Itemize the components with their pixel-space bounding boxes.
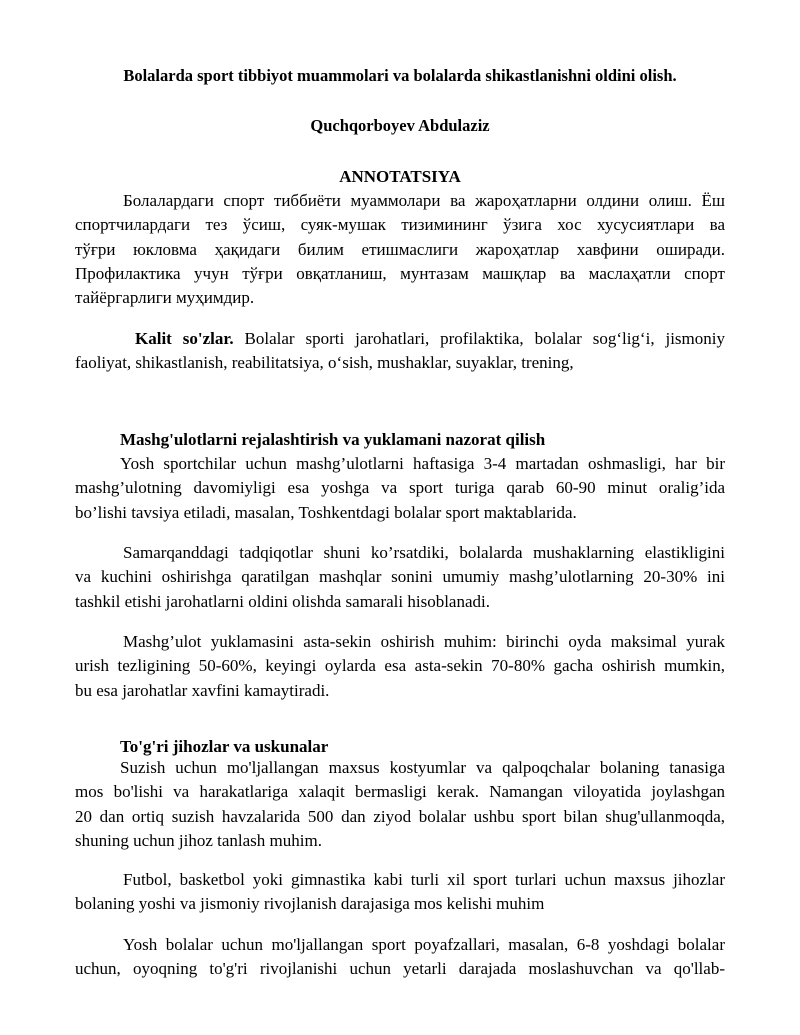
- paragraph-line: спортчилардаги тез ўсиш, суяк-мушак тизимининг ўзига хос хусусиятлари ва: [75, 215, 725, 235]
- paragraph: [75, 541, 725, 614]
- paragraph-line: Yosh sportchilar uchun mashg’ulotlarni haftasiga 3-4 martadan oshmasligi, har bir: [120, 454, 725, 473]
- paragraph-line: Suzish uchun mo'ljallangan maxsus kostyumlar va qalpoqchalar bolaning tanasiga: [120, 758, 725, 777]
- paragraph-line: faoliyat, shikastlanish, reabilitatsiya, o‘sish, mushaklar, suyaklar, trening,: [75, 353, 574, 373]
- author-name: Quchqorboyev Abdulaziz: [310, 116, 490, 135]
- paragraph: [75, 756, 725, 853]
- paragraph-line: 20 dan ortiq suzish havzalarida 500 dan ziyod bolalar ushbu sport bilan shug'ullanmoqda,: [75, 806, 725, 826]
- paragraph-line: Samarqanddagi tadqiqotlar shuni ko’rsatdiki, bolalarda mushaklarning elastikligini: [123, 543, 725, 562]
- section-heading-equipment: To'g'ri jihozlar va uskunalar: [120, 737, 329, 756]
- paragraph-line: Болалардаги спорт тиббиёти муаммолари ва жароҳатларни олдини олиш. Ёш: [123, 191, 725, 210]
- paragraph-line: [75, 327, 725, 351]
- paragraph-line: urish tezligining 50-60%, keyingi oylarda esa asta-sekin 70-80% gacha oshirish mumkin,: [75, 656, 725, 676]
- paragraph: [75, 452, 725, 525]
- paragraph: [75, 630, 725, 703]
- annotation-heading: ANNOTATSIYA: [339, 167, 461, 186]
- annotation-paragraph: [75, 189, 725, 310]
- paragraph-line: va kuchini oshirishga qaratilgan mashqlar sonini umumiy mashg’ulotlarning 20-30% ini: [75, 567, 725, 587]
- paragraph-line: Профилактика учун тўғри овқатланиш, мунтазам машқлар ва маслаҳатли спорт: [75, 263, 725, 283]
- keywords-label: Kalit so'zlar.: [135, 329, 234, 348]
- paragraph-line: Mashg’ulot yuklamasini asta-sekin oshirish muhim: birinchi oyda maksimal yurak: [123, 632, 725, 651]
- section-heading-training: Mashg'ulotlarni rejalashtirish va yuklamani nazorat qilish: [120, 430, 546, 449]
- paragraph: [75, 933, 725, 982]
- paragraph-line: Futbol, basketbol yoki gimnastika kabi turli xil sport turlari uchun maxsus jihozlar: [123, 870, 725, 889]
- paragraph-line: тайёргарлиги муҳимдир.: [75, 288, 255, 308]
- paragraph-line: tashkil etishi jarohatlarni oldini olishda samarali hisoblanadi.: [75, 591, 490, 611]
- keywords-paragraph: [75, 327, 725, 376]
- paragraph-line: uchun, oyoqning to'g'ri rivojlanishi uchun yetarli darajada moslashuvchan va qo'llab-: [75, 959, 725, 979]
- paragraph-line: bolaning yoshi va jismoniy rivojlanish darajasiga mos kelishi muhim: [75, 894, 545, 914]
- paragraph-line: bu esa jarohatlar xavfini kamaytiradi.: [75, 680, 330, 700]
- document-title: Bolalarda sport tibbiyot muammolari va bolalarda shikastlanishni oldini olish.: [123, 66, 677, 85]
- paragraph-line: Yosh bolalar uchun mo'ljallangan sport poyafzallari, masalan, 6-8 yoshdagi bolalar: [123, 935, 725, 954]
- paragraph-line: shuning uchun jihoz tanlash muhim.: [75, 830, 322, 850]
- keywords-text: Bolalar sporti jarohatlari, profilaktika, bolalar sog‘lig‘i, jismoniy: [233, 329, 725, 348]
- paragraph-line: тўғри юкловма ҳақидаги билим етишмаслиги жароҳатлар хавфини оширади.: [75, 239, 725, 259]
- paragraph-line: bo’lishi tavsiya etiladi, masalan, Toshkentdagi bolalar sport maktablarida.: [75, 502, 577, 522]
- paragraph-line: mos bo'lishi va harakatlariga xalaqit bermasligi kerak. Namangan viloyatida joylashgan: [75, 782, 725, 802]
- paragraph-line: mashg’ulotning davomiyligi esa yoshga va sport turiga qarab 60-90 minut oralig’ida: [75, 478, 725, 498]
- paragraph: [75, 868, 725, 917]
